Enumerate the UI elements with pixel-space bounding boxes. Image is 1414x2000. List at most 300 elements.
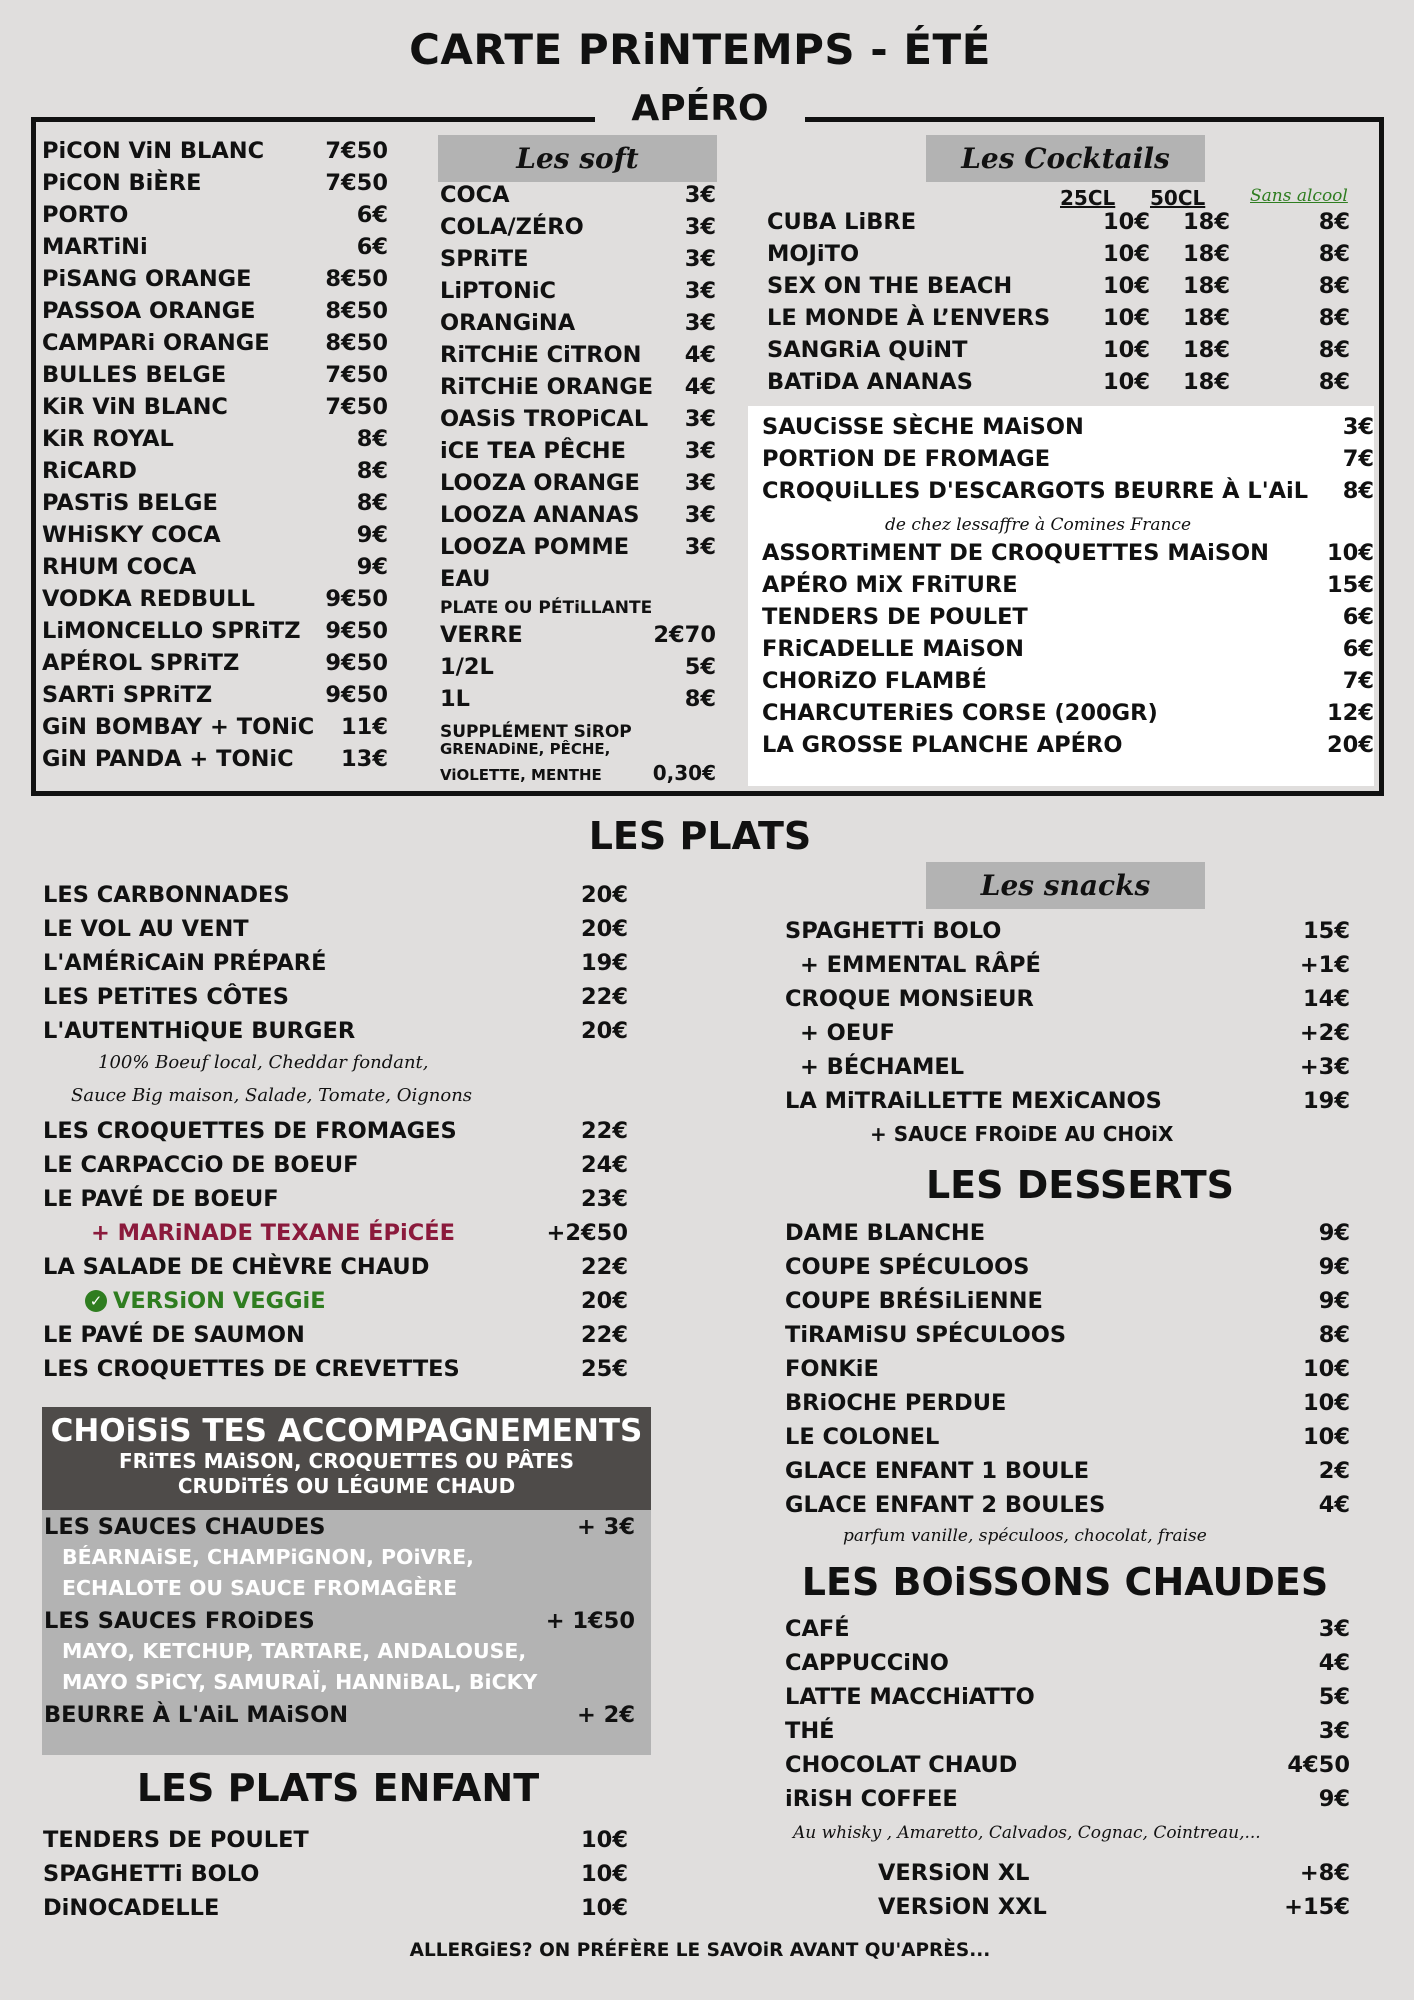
- item-price: 9€50: [325, 586, 388, 612]
- apero-food-row: [762, 414, 1374, 446]
- item-name: TiRAMiSU SPÉCULOOS: [785, 1322, 1067, 1348]
- cocktail-row: [767, 209, 1350, 241]
- plat-row: [43, 882, 628, 916]
- item-price: 8€: [1342, 478, 1374, 504]
- item-name: VERSiON XL: [878, 1860, 1030, 1886]
- item-name: ASSORTiMENT DE CROQUETTES MAiSON: [762, 540, 1269, 566]
- plat-row: [43, 1118, 628, 1152]
- burger-description-1: 100% Boeuf local, Cheddar fondant,: [98, 1052, 429, 1073]
- item-name: WHiSKY COCA: [42, 522, 221, 548]
- item-name: LiPTONiC: [440, 278, 557, 304]
- desserts-list: [785, 1220, 1350, 1556]
- item-price: 20€: [581, 882, 628, 908]
- item-name: COCA: [440, 182, 510, 208]
- item-name: LA GROSSE PLANCHE APÉRO: [762, 732, 1123, 758]
- item-price: 4€: [1318, 1650, 1350, 1676]
- boisson-row: [785, 1650, 1350, 1684]
- item-name: + EMMENTAL RÂPÉ: [800, 952, 1041, 978]
- item-price: +2€: [1299, 1020, 1350, 1046]
- item-name: PASSOA ORANGE: [42, 298, 256, 324]
- item-name: RiTCHiE CiTRON: [440, 342, 642, 368]
- apero-drink-row: [42, 714, 388, 746]
- dessert-row: [785, 1424, 1350, 1458]
- item-name: LATTE MACCHiATTO: [785, 1684, 1035, 1710]
- cocktail-name: LE MONDE À L’ENVERS: [767, 305, 1051, 331]
- apero-drink-row: [42, 330, 388, 362]
- apero-food-row: [762, 446, 1374, 478]
- item-name: SPAGHETTi BOLO: [43, 1861, 260, 1887]
- price-50cl: 18€: [1183, 209, 1230, 235]
- eau-row: [440, 654, 716, 686]
- enfant-title: LES PLATS ENFANT: [136, 1766, 540, 1810]
- sauces-froides-list-1: MAYO, KETCHUP, TARTARE, ANDALOUSE,: [62, 1639, 527, 1663]
- item-price: 3€: [1342, 414, 1374, 440]
- item-name: LES CROQUETTES DE FROMAGES: [43, 1118, 457, 1144]
- item-price: 6€: [1342, 604, 1374, 630]
- soft-row: [440, 502, 716, 534]
- snack-row: [785, 1054, 1350, 1088]
- item-name: PiCON BiÈRE: [42, 170, 202, 196]
- cocktail-row: [767, 241, 1350, 273]
- eau-sub: PLATE OU PÉTiLLANTE: [440, 598, 653, 618]
- price-50cl: 18€: [1183, 273, 1230, 299]
- item-price: 3€: [684, 278, 716, 304]
- dessert-row: [785, 1458, 1350, 1492]
- item-name: PASTiS BELGE: [42, 490, 218, 516]
- item-name: APÉROL SPRiTZ: [42, 650, 240, 676]
- apero-drink-row: [42, 746, 388, 778]
- item-price: 3€: [684, 438, 716, 464]
- apero-drink-row: [42, 682, 388, 714]
- item-name: VERRE: [440, 622, 523, 648]
- enfant-list: [43, 1827, 628, 1929]
- accompagnements-title: CHOiSiS TES ACCOMPAGNEMENTS: [50, 1413, 643, 1449]
- soft-row: [440, 278, 716, 310]
- item-price: 9€50: [325, 650, 388, 676]
- sirop-flavours-1: GRENADiNE, PÊCHE,: [440, 740, 611, 758]
- item-name: LE CARPACCiO DE BOEUF: [43, 1152, 359, 1178]
- eau-row: [440, 686, 716, 718]
- boissons-title: LES BOiSSONS CHAUDES: [801, 1560, 1329, 1604]
- col-25cl: 25CL: [1060, 186, 1116, 210]
- desserts-title: LES DESSERTS: [925, 1163, 1235, 1207]
- item-price: 22€: [581, 1118, 628, 1144]
- sauces-chaudes: LES SAUCES CHAUDES + 3€: [44, 1514, 635, 1540]
- item-name: SPRiTE: [440, 246, 529, 272]
- item-name: RHUM COCA: [42, 554, 197, 580]
- soft-row: [440, 534, 716, 566]
- eau-row: [440, 622, 716, 654]
- boisson-row: [785, 1752, 1350, 1786]
- boisson-row: [785, 1718, 1350, 1752]
- cocktail-name: SEX ON THE BEACH: [767, 273, 1013, 299]
- cocktails-column-headers: [1060, 186, 1350, 210]
- apero-drink-row: [42, 618, 388, 650]
- price-sans-alcool: 8€: [1318, 273, 1350, 299]
- item-price: 10€: [581, 1827, 628, 1853]
- item-name: FONKiE: [785, 1356, 879, 1382]
- sauces-froides-list-2: MAYO SPiCY, SAMURAÏ, HANNiBAL, BiCKY: [62, 1670, 538, 1694]
- enfant-row: [43, 1827, 628, 1861]
- item-name: THÉ: [785, 1718, 835, 1744]
- item-name: CHARCUTERiES CORSE (200GR): [762, 700, 1158, 726]
- soft-row: [440, 246, 716, 278]
- sirop-label: SUPPLÉMENT SiROP: [440, 722, 632, 742]
- apero-drinks-list: [42, 138, 388, 778]
- item-price: 7€50: [325, 394, 388, 420]
- item-name: CAMPARi ORANGE: [42, 330, 270, 356]
- apero-food-row: [762, 478, 1374, 510]
- item-price: 5€: [1318, 1684, 1350, 1710]
- sirop-flavours-2: ViOLETTE, MENTHE 0,30€: [440, 761, 716, 785]
- item-name: L'AMÉRiCAiN PRÉPARÉ: [43, 950, 327, 976]
- item-price: 10€: [1303, 1424, 1350, 1450]
- version-row: [878, 1894, 1350, 1928]
- beurre-ail: BEURRE À L'AiL MAiSON + 2€: [44, 1702, 635, 1728]
- apero-food-row: [762, 572, 1374, 604]
- apero-drink-row: [42, 362, 388, 394]
- item-price: 20€: [581, 1018, 628, 1044]
- price-25cl: 10€: [1103, 305, 1150, 331]
- item-name: BRiOCHE PERDUE: [785, 1390, 1007, 1416]
- item-name: CROQUE MONSiEUR: [785, 986, 1034, 1012]
- apero-drink-row: [42, 266, 388, 298]
- item-price: 8€: [356, 458, 388, 484]
- plat-row: [43, 1186, 628, 1220]
- cocktail-name: BATiDA ANANAS: [767, 369, 973, 395]
- item-price: 22€: [581, 1322, 628, 1348]
- apero-drink-row: [42, 586, 388, 618]
- apero-drink-row: [42, 554, 388, 586]
- snacks-banner: Les snacks: [926, 862, 1205, 909]
- item-price: +8€: [1299, 1860, 1350, 1886]
- item-price: 8€: [356, 490, 388, 516]
- item-price: 3€: [684, 182, 716, 208]
- accompagnements-header: [42, 1407, 651, 1510]
- eau-label: EAU: [440, 566, 491, 592]
- plats-list: [43, 882, 628, 1390]
- item-name: LOOZA ANANAS: [440, 502, 640, 528]
- item-price: +15€: [1284, 1894, 1350, 1920]
- item-name: COUPE SPÉCULOOS: [785, 1254, 1030, 1280]
- item-price: 22€: [581, 984, 628, 1010]
- escargot-origin-note: de chez lessaffre à Comines France: [884, 515, 1192, 535]
- item-price: 7€: [1342, 668, 1374, 694]
- apero-drink-row: [42, 298, 388, 330]
- item-name: LA MiTRAiLLETTE MEXiCANOS: [785, 1088, 1162, 1114]
- veggie-option: ✓ VERSiON VEGGiE 20€: [43, 1288, 628, 1322]
- item-name: BULLES BELGE: [42, 362, 227, 388]
- item-name: CAPPUCCiNO: [785, 1650, 949, 1676]
- item-price: 8€: [356, 426, 388, 452]
- veggie-check-icon: ✓: [85, 1290, 107, 1312]
- soft-row: [440, 374, 716, 406]
- dessert-row: [785, 1220, 1350, 1254]
- item-price: 7€50: [325, 138, 388, 164]
- item-name: RiTCHiE ORANGE: [440, 374, 654, 400]
- version-row: [878, 1860, 1350, 1894]
- soft-row: [440, 470, 716, 502]
- item-price: 9€: [1318, 1220, 1350, 1246]
- item-price: 7€50: [325, 170, 388, 196]
- item-price: 4€50: [1287, 1752, 1350, 1778]
- item-price: 3€: [684, 310, 716, 336]
- item-name: CHORiZO FLAMBÉ: [762, 668, 987, 694]
- apero-drink-row: [42, 650, 388, 682]
- apero-drink-row: [42, 522, 388, 554]
- salade-item: LA SALADE DE CHÈVRE CHAUD 22€: [43, 1254, 628, 1280]
- item-price: 3€: [684, 246, 716, 272]
- item-name: RiCARD: [42, 458, 137, 484]
- apero-drink-row: [42, 490, 388, 522]
- sauces-panel: [42, 1510, 651, 1755]
- item-name: + BÉCHAMEL: [800, 1054, 965, 1080]
- item-name: iCE TEA PÊCHE: [440, 438, 626, 464]
- item-name: KiR ROYAL: [42, 426, 174, 452]
- item-price: 8€: [1318, 1322, 1350, 1348]
- price-sans-alcool: 8€: [1318, 241, 1350, 267]
- item-name: SPAGHETTi BOLO: [785, 918, 1002, 944]
- plats-title: LES PLATS: [588, 814, 812, 858]
- dessert-row: [785, 1492, 1350, 1526]
- boisson-row: [785, 1684, 1350, 1718]
- item-name: LiMONCELLO SPRiTZ: [42, 618, 301, 644]
- item-price: 4€: [684, 342, 716, 368]
- item-name: OASiS TROPiCAL: [440, 406, 649, 432]
- accompagnements-line-1: FRiTES MAiSON, CROQUETTES OU PÂTES: [119, 1449, 574, 1473]
- snack-row: [785, 952, 1350, 986]
- item-name: ORANGiNA: [440, 310, 576, 336]
- item-name: SARTi SPRiTZ: [42, 682, 213, 708]
- item-price: 14€: [1303, 986, 1350, 1012]
- item-price: 11€: [341, 714, 388, 740]
- boisson-row: [785, 1786, 1350, 1820]
- item-price: 15€: [1303, 918, 1350, 944]
- item-name: LE VOL AU VENT: [43, 916, 249, 942]
- item-name: LOOZA ORANGE: [440, 470, 640, 496]
- item-price: 9€50: [325, 682, 388, 708]
- soft-row: [440, 182, 716, 214]
- cocktails-list: [767, 209, 1350, 401]
- soft-row: [440, 310, 716, 342]
- item-name: GLACE ENFANT 2 BOULES: [785, 1492, 1106, 1518]
- item-price: 3€: [684, 502, 716, 528]
- item-price: 25€: [581, 1356, 628, 1382]
- cocktail-row: [767, 369, 1350, 401]
- price-25cl: 10€: [1103, 273, 1150, 299]
- item-price: 9€: [1318, 1288, 1350, 1314]
- item-name: PiCON ViN BLANC: [42, 138, 265, 164]
- price-sans-alcool: 8€: [1318, 305, 1350, 331]
- soft-row: [440, 214, 716, 246]
- irish-coffee-note: Au whisky , Amaretto, Calvados, Cognac, Cointreau,...: [793, 1823, 1261, 1843]
- item-name: LOOZA POMME: [440, 534, 630, 560]
- item-name: DiNOCADELLE: [43, 1895, 220, 1921]
- boisson-row: [785, 1616, 1350, 1650]
- cocktail-row: [767, 305, 1350, 337]
- item-price: 10€: [581, 1895, 628, 1921]
- item-price: 7€50: [325, 362, 388, 388]
- enfant-row: [43, 1861, 628, 1895]
- item-price: 2€70: [653, 622, 716, 648]
- allergy-footer: ALLERGiES? ON PRÉFÈRE LE SAVOiR AVANT QU'APRÈS...: [409, 1940, 991, 1961]
- item-price: 4€: [684, 374, 716, 400]
- cocktail-row: [767, 273, 1350, 305]
- sauces-chaudes-list-1: BÉARNAiSE, CHAMPiGNON, POiVRE,: [62, 1545, 474, 1569]
- soft-row: [440, 342, 716, 374]
- boissons-list: [785, 1616, 1350, 1928]
- snack-row: [785, 1020, 1350, 1054]
- item-name: TENDERS DE POULET: [762, 604, 1028, 630]
- price-sans-alcool: 8€: [1318, 209, 1350, 235]
- enfant-row: [43, 1895, 628, 1929]
- soft-list: [440, 182, 716, 785]
- dessert-row: [785, 1254, 1350, 1288]
- item-name: LE PAVÉ DE SAUMON: [43, 1322, 305, 1348]
- item-price: 5€: [684, 654, 716, 680]
- item-price: 6€: [1342, 636, 1374, 662]
- apero-food-row: [762, 700, 1374, 732]
- item-price: 9€50: [325, 618, 388, 644]
- item-name: 1/2L: [440, 654, 494, 680]
- marinade-option: + MARiNADE TEXANE ÉPiCÉE +2€50: [91, 1220, 628, 1246]
- item-name: LES PETiTES CÔTES: [43, 984, 289, 1010]
- item-name: CHOCOLAT CHAUD: [785, 1752, 1018, 1778]
- apero-drink-row: [42, 426, 388, 458]
- item-price: 8€: [684, 686, 716, 712]
- item-price: 10€: [1303, 1356, 1350, 1382]
- item-price: 7€: [1342, 446, 1374, 472]
- price-sans-alcool: 8€: [1318, 369, 1350, 395]
- item-price: +1€: [1299, 952, 1350, 978]
- price-50cl: 18€: [1183, 241, 1230, 267]
- snack-row: [785, 1088, 1350, 1122]
- item-name: COLA/ZÉRO: [440, 214, 584, 240]
- item-price: 3€: [684, 214, 716, 240]
- item-name: VODKA REDBULL: [42, 586, 255, 612]
- item-price: 9€: [1318, 1786, 1350, 1812]
- accompagnements-line-2: CRUDiTÉS OU LÉGUME CHAUD: [177, 1474, 516, 1498]
- item-name: LE PAVÉ DE BOEUF: [43, 1186, 279, 1212]
- price-25cl: 10€: [1103, 369, 1150, 395]
- menu-title: CARTE PRiNTEMPS - ÉTÉ: [409, 25, 991, 74]
- item-name: VERSiON XXL: [878, 1894, 1047, 1920]
- item-price: 3€: [1318, 1616, 1350, 1642]
- item-name: LE COLONEL: [785, 1424, 940, 1450]
- item-name: PORTO: [42, 202, 129, 228]
- price-sans-alcool: 8€: [1318, 337, 1350, 363]
- item-name: PiSANG ORANGE: [42, 266, 252, 292]
- snack-row: [785, 986, 1350, 1020]
- item-price: 10€: [1327, 540, 1374, 566]
- item-name: iRiSH COFFEE: [785, 1786, 958, 1812]
- soft-row: [440, 406, 716, 438]
- item-price: 3€: [684, 470, 716, 496]
- apero-food-row: [762, 732, 1374, 764]
- dessert-row: [785, 1288, 1350, 1322]
- item-price: 10€: [1303, 1390, 1350, 1416]
- item-price: 9€: [1318, 1254, 1350, 1280]
- item-price: 2€: [1318, 1458, 1350, 1484]
- col-50cl: 50CL: [1150, 186, 1206, 210]
- dessert-row: [785, 1356, 1350, 1390]
- plat-row: [43, 1356, 628, 1390]
- sauces-froides: LES SAUCES FROiDES + 1€50: [44, 1608, 635, 1634]
- item-price: 19€: [1303, 1088, 1350, 1114]
- price-50cl: 18€: [1183, 369, 1230, 395]
- item-price: 6€: [356, 234, 388, 260]
- apero-food-row: [762, 668, 1374, 700]
- item-price: 13€: [341, 746, 388, 772]
- item-price: 19€: [581, 950, 628, 976]
- apero-food-list: [762, 414, 1374, 764]
- item-name: MARTiNi: [42, 234, 148, 260]
- item-name: DAME BLANCHE: [785, 1220, 986, 1246]
- apero-food-row: [762, 540, 1374, 572]
- snacks-list: [785, 918, 1350, 1154]
- apero-food-row: [762, 636, 1374, 668]
- plat-row: [43, 1018, 628, 1052]
- price-50cl: 18€: [1183, 305, 1230, 331]
- item-price: 8€50: [325, 330, 388, 356]
- price-25cl: 10€: [1103, 209, 1150, 235]
- soft-row: [440, 438, 716, 470]
- item-name: + OEUF: [800, 1020, 895, 1046]
- item-name: GiN BOMBAY + TONiC: [42, 714, 315, 740]
- cocktail-name: MOJiTO: [767, 241, 860, 267]
- plat-row: [43, 1152, 628, 1186]
- item-price: 8€50: [325, 266, 388, 292]
- apero-drink-row: [42, 138, 388, 170]
- item-name: CAFÉ: [785, 1616, 850, 1642]
- plat-row: [43, 916, 628, 950]
- item-name: APÉRO MiX FRiTURE: [762, 572, 1018, 598]
- apero-food-row: [762, 604, 1374, 636]
- item-price: 23€: [581, 1186, 628, 1212]
- cocktail-name: CUBA LiBRE: [767, 209, 917, 235]
- item-price: 20€: [581, 916, 628, 942]
- sauces-chaudes-list-2: ECHALOTE OU SAUCE FROMAGÈRE: [62, 1576, 458, 1600]
- item-price: 8€50: [325, 298, 388, 324]
- col-sans-alcool: Sans alcool: [1250, 186, 1348, 206]
- item-price: +3€: [1299, 1054, 1350, 1080]
- item-price: 24€: [581, 1152, 628, 1178]
- plat-row: [43, 1322, 628, 1356]
- cocktail-name: SANGRiA QUiNT: [767, 337, 968, 363]
- item-name: FRiCADELLE MAiSON: [762, 636, 1024, 662]
- item-price: 3€: [684, 534, 716, 560]
- apero-title: APÉRO: [595, 88, 805, 129]
- price-25cl: 10€: [1103, 241, 1150, 267]
- item-price: 20€: [1327, 732, 1374, 758]
- item-name: CROQUiLLES D'ESCARGOTS BEURRE À L'AiL: [762, 478, 1309, 504]
- apero-drink-row: [42, 170, 388, 202]
- cocktail-row: [767, 337, 1350, 369]
- item-name: COUPE BRÉSiLiENNE: [785, 1288, 1043, 1314]
- item-price: 9€: [356, 554, 388, 580]
- price-50cl: 18€: [1183, 337, 1230, 363]
- snack-row: [785, 918, 1350, 952]
- item-price: 12€: [1327, 700, 1374, 726]
- item-price: 6€: [356, 202, 388, 228]
- apero-drink-row: [42, 394, 388, 426]
- item-name: 1L: [440, 686, 470, 712]
- price-25cl: 10€: [1103, 337, 1150, 363]
- item-name: PORTiON DE FROMAGE: [762, 446, 1051, 472]
- glace-parfum-note: parfum vanille, spéculoos, chocolat, fraise: [843, 1526, 1207, 1546]
- apero-drink-row: [42, 202, 388, 234]
- soft-banner: Les soft: [438, 135, 717, 182]
